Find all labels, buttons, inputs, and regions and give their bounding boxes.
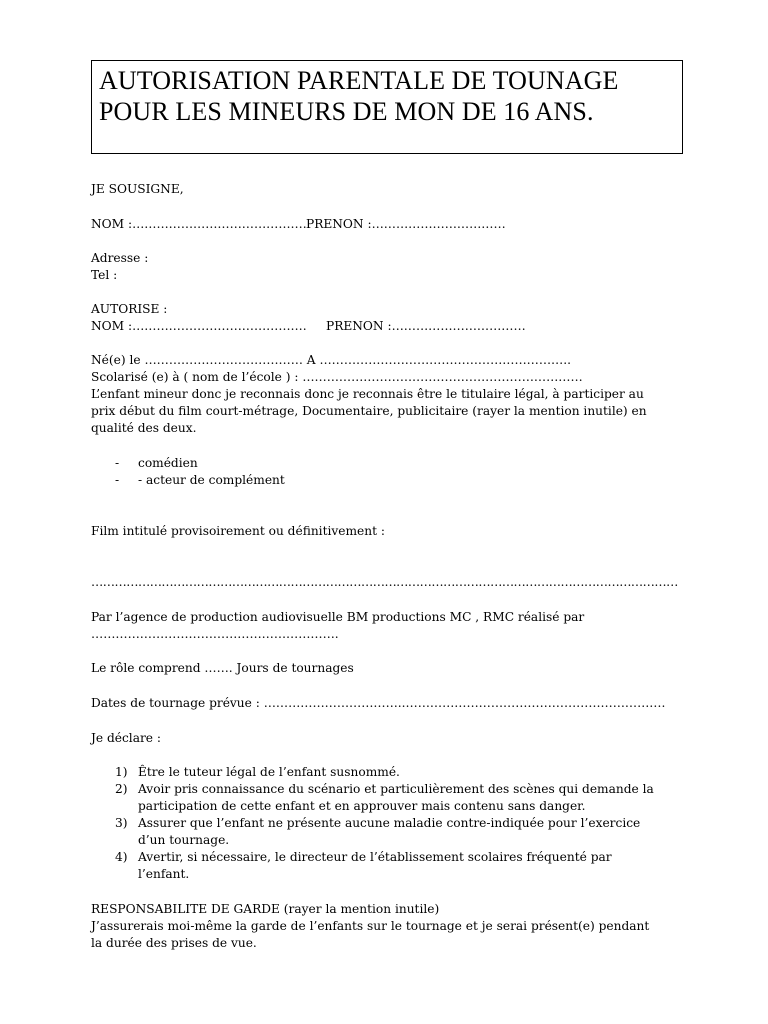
authorization-paragraph-line-2: prix début du film court-métrage, Documentaire, publicitaire (rayer la mention inutile) en xyxy=(91,404,647,418)
role-item-acteur: - acteur de complément xyxy=(138,473,285,487)
declaration-item-1: Être le tuteur légal de l’enfant susnommé. xyxy=(138,765,400,779)
authorization-paragraph-line-3: qualité des deux. xyxy=(91,421,197,435)
school-field: Scolarisé (e) à ( nom de l’école ) : …………………………………………………………… xyxy=(91,370,583,384)
document-title-line-2: POUR LES MINEURS DE MON DE 16 ANS. xyxy=(99,97,594,126)
child-nom-field: NOM :……………………………………. xyxy=(91,319,307,333)
declaration-number: 2) xyxy=(115,782,128,796)
custody-line-1: J’assurerais moi-même la garde de l’enfants sur le tournage et je serai présent(e) pendant xyxy=(91,919,650,933)
declaration-item-2-line-2: participation de cette enfant et en approuver mais contenu sans danger. xyxy=(138,799,586,813)
tel-field: Tel : xyxy=(91,268,118,282)
declaration-item-3-line-1: Assurer que l’enfant ne présente aucune maladie contre-indiquée pour l’exercice xyxy=(138,816,641,830)
film-title-label: Film intitulé provisoirement ou définitivement : xyxy=(91,524,385,538)
child-prenom-field: PRENON :…………………………… xyxy=(326,319,526,333)
autorise-heading: AUTORISE : xyxy=(91,302,168,316)
adresse-field: Adresse : xyxy=(91,251,149,265)
birth-field: Né(e) le ………………………………… A …………………………………………………….. xyxy=(91,353,571,367)
declaration-number: 3) xyxy=(115,816,128,830)
shooting-dates-field: Dates de tournage prévue : ……………………………..………………………………………………………. xyxy=(91,696,666,710)
title-box xyxy=(91,60,683,154)
parent-prenom-field: PRENON :…………………………… xyxy=(306,217,506,231)
role-item-comedien: comédien xyxy=(138,456,198,470)
declaration-item-4-line-2: l’enfant. xyxy=(138,867,190,881)
custody-heading: RESPONSABILITE DE GARDE (rayer la mention inutile) xyxy=(91,902,440,916)
role-dash: - xyxy=(115,473,120,487)
declaration-heading: Je déclare : xyxy=(91,731,161,745)
declaration-number: 4) xyxy=(115,850,128,864)
document-title-line-1: AUTORISATION PARENTALE DE TOUNAGE xyxy=(99,66,619,95)
film-title-dots: …………………………………………………………………………………………………………………………………… xyxy=(91,575,678,589)
agency-line-1: Par l’agence de production audiovisuelle BM productions MC , RMC réalisé par xyxy=(91,610,585,624)
authorization-paragraph-line-1: L’enfant mineur donc je reconnais donc je reconnais être le titulaire légal, à participer au xyxy=(91,387,644,401)
agency-line-2: ……………………………………………………. xyxy=(91,627,339,641)
declaration-item-2-line-1: Avoir pris connaissance du scénario et particulièrement des scènes qui demande la xyxy=(138,782,654,796)
custody-line-2: la durée des prises de vue. xyxy=(91,936,257,950)
declaration-item-4-line-1: Avertir, si nécessaire, le directeur de l’établissement scolaires fréquenté par xyxy=(138,850,612,864)
declaration-number: 1) xyxy=(115,765,128,779)
declaration-item-3-line-2: d’un tournage. xyxy=(138,833,230,847)
role-dash: - xyxy=(115,456,120,470)
parent-nom-field: NOM :……………………………………. xyxy=(91,217,307,231)
intro-text: JE SOUSIGNE, xyxy=(91,182,184,196)
shooting-days-field: Le rôle comprend ……. Jours de tournages xyxy=(91,661,354,675)
